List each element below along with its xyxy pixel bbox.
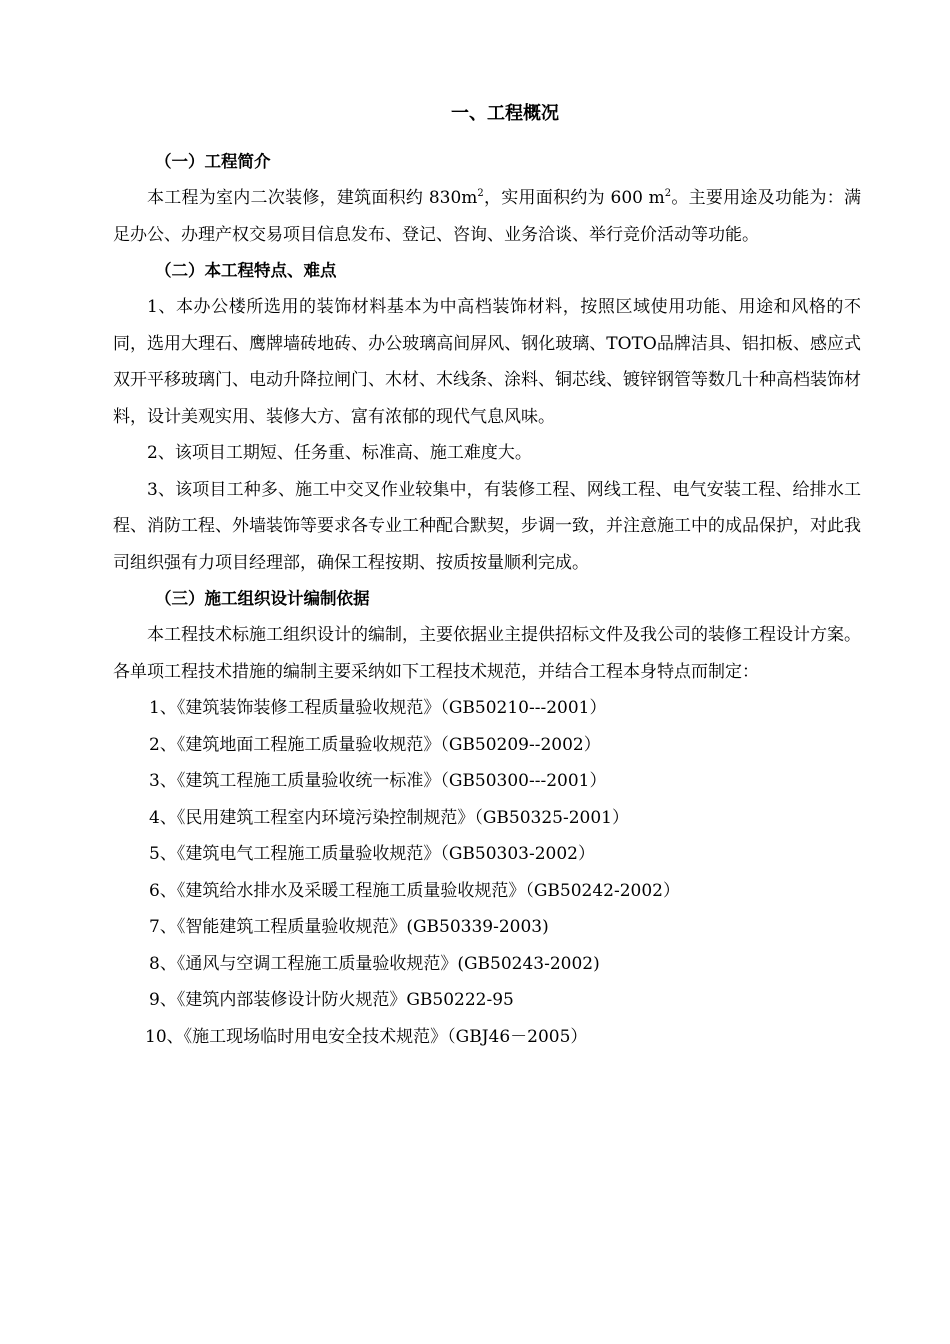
- paragraph-basis-intro: 本工程技术标施工组织设计的编制，主要依据业主提供招标文件及我公司的装修工程设计方案。各单项工程技术措施的编制主要采纳如下工程技术规范，并结合工程本身特点而制定：: [113, 625, 861, 682]
- list-item: 8、《通风与空调工程施工质量验收规范》(GB50243-2002): [149, 953, 600, 974]
- list-item: 2、《建筑地面工程施工质量验收规范》（GB50209--2002）: [149, 734, 601, 755]
- document-body: [113, 96, 861, 1055]
- section-heading-overview: （一）工程简介: [155, 152, 271, 171]
- list-item: 5、《建筑电气工程施工质量验收规范》（GB50303-2002）: [149, 844, 595, 864]
- list-item: 6、《建筑给水排水及采暖工程施工质量验收规范》（GB50242-2002）: [149, 880, 680, 901]
- page-title: 一、工程概况: [451, 103, 559, 124]
- section-heading-basis: （三）施工组织设计编制依据: [155, 589, 370, 608]
- paragraph-feature-1: 1、本办公楼所选用的装饰材料基本为中高档装饰材料，按照区域使用功能、用途和风格的不同，选用大理石、鹰牌墙砖地砖、办公玻璃高间屏风、钢化玻璃、TOTO品牌洁具、铝扣板、感应式双开平移玻璃门、电动升降拉闸门、木材、木线条、涂料、铜芯线、镀锌钢管等数几十种高档装饰材料，设计美观实用、装修大方、富有浓郁的现代气息风味。: [113, 297, 861, 427]
- intro-text-part3: 。主要用途及功能为：满足办公、办理产权交易项目信息发布、登记、咨询、业务洽谈、举行竞价活动等功能。: [113, 188, 861, 245]
- superscript-unit: 2: [477, 188, 484, 199]
- superscript-unit: 2: [664, 188, 672, 199]
- list-item: 4、《民用建筑工程室内环境污染控制规范》（GB50325-2001）: [149, 807, 629, 828]
- paragraph-feature-3: 3、该项目工种多、施工中交叉作业较集中，有装修工程、网线工程、电气安装工程、给排水工程、消防工程、外墙装饰等要求各专业工种配合默契，步调一致，并注意施工中的成品保护，对此我司组织强有力项目经理部，确保工程按期、按质按量顺利完成。: [113, 479, 861, 573]
- list-item: 3、《建筑工程施工质量验收统一标准》（GB50300---2001）: [149, 771, 607, 791]
- intro-text-part1: 本工程为室内二次装修，建筑面积约 830m: [147, 188, 478, 208]
- section-heading-features: （二）本工程特点、难点: [155, 261, 337, 280]
- standards-list: [113, 690, 861, 1055]
- list-item: 9、《建筑内部装修设计防火规范》GB50222-95: [149, 990, 514, 1010]
- list-item: 1、《建筑装饰装修工程质量验收规范》（GB50210---2001）: [149, 698, 607, 718]
- paragraph-feature-2: 2、该项目工期短、任务重、标准高、施工难度大。: [147, 443, 532, 463]
- intro-text-part2: ，实用面积约为 600 m: [483, 188, 665, 208]
- list-item: 10、《施工现场临时用电安全技术规范》（GBJ46－2005）: [145, 1026, 588, 1047]
- paragraph-project-intro: [113, 180, 861, 253]
- list-item: 7、《智能建筑工程质量验收规范》(GB50339-2003): [149, 917, 549, 937]
